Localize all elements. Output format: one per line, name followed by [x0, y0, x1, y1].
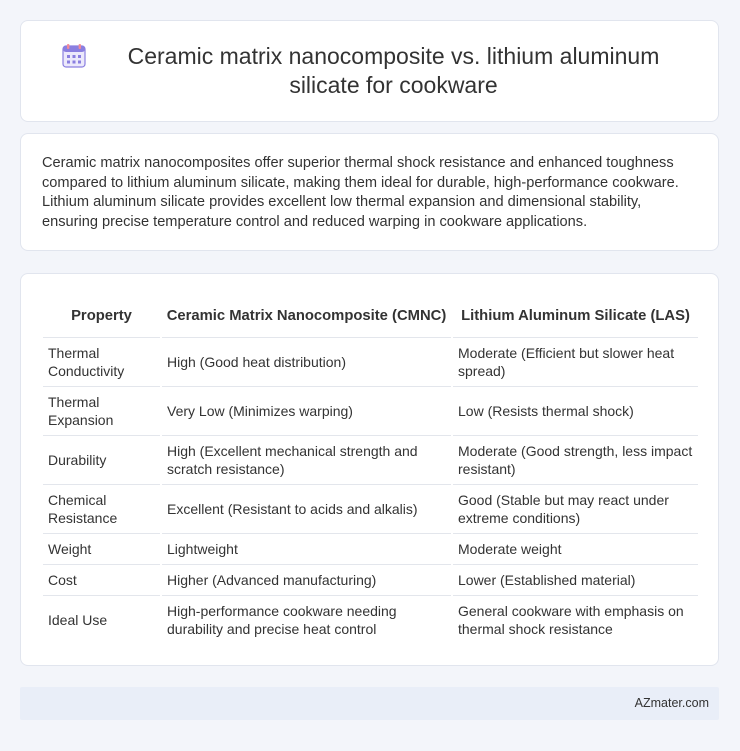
- table-row: [43, 484, 698, 533]
- property-cell: Cost: [43, 564, 161, 595]
- cmnc-cell: Higher (Advanced manufacturing): [161, 564, 452, 595]
- header-cmnc: Ceramic Matrix Nanocomposite (CMNC): [161, 297, 452, 337]
- table-header-row: [43, 297, 698, 337]
- cmnc-cell: High (Good heat distribution): [161, 337, 452, 386]
- table-row: [43, 564, 698, 595]
- las-cell: Good (Stable but may react under extreme conditions): [452, 484, 698, 533]
- table-row: [43, 595, 698, 644]
- comparison-table: [43, 297, 698, 644]
- las-cell: Moderate (Efficient but slower heat spread): [452, 337, 698, 386]
- cmnc-cell: High-performance cookware needing durability and precise heat control: [161, 595, 452, 644]
- footer-bar: [20, 687, 719, 720]
- las-cell: Low (Resists thermal shock): [452, 386, 698, 435]
- las-cell: Lower (Established material): [452, 564, 698, 595]
- header-las: Lithium Aluminum Silicate (LAS): [452, 297, 698, 337]
- table-row: [43, 386, 698, 435]
- property-cell: Ideal Use: [48, 611, 108, 628]
- calendar-icon: [61, 43, 87, 69]
- las-cell: Moderate weight: [452, 533, 698, 564]
- footer-brand: AZmater.com: [634, 696, 709, 710]
- cmnc-cell: Lightweight: [161, 533, 452, 564]
- property-cell: Thermal Conductivity: [43, 337, 161, 386]
- property-cell: Thermal Expansion: [43, 386, 161, 435]
- header-property: Property: [43, 297, 161, 337]
- summary-text: Ceramic matrix nanocomposites offer superior thermal shock resistance and enhanced toughness compared to lithium aluminum silicate, making them ideal for durable, high-performance cookware. Lithium aluminum silicate provides excellent low thermal expansion and dimensional stability, ensuring precise temperature control and reduced warping in cookware applications.: [42, 155, 679, 230]
- property-cell: Durability: [43, 435, 161, 484]
- property-cell: Weight: [43, 533, 161, 564]
- las-cell: General cookware with emphasis on thermal shock resistance: [452, 595, 698, 644]
- table-row: [43, 337, 698, 386]
- page-title: Ceramic matrix nanocomposite vs. lithium aluminum silicate for cookware: [127, 43, 660, 98]
- table-row: [43, 435, 698, 484]
- cmnc-cell: High (Excellent mechanical strength and scratch resistance): [161, 435, 452, 484]
- comparison-card: [20, 273, 719, 666]
- table-row: [43, 533, 698, 564]
- title-card: [20, 20, 719, 122]
- las-cell: Moderate (Good strength, less impact resistant): [452, 435, 698, 484]
- summary-card: [20, 133, 719, 251]
- property-cell: Chemical Resistance: [43, 484, 161, 533]
- cmnc-cell: Very Low (Minimizes warping): [161, 386, 452, 435]
- cmnc-cell: Excellent (Resistant to acids and alkalis): [161, 484, 452, 533]
